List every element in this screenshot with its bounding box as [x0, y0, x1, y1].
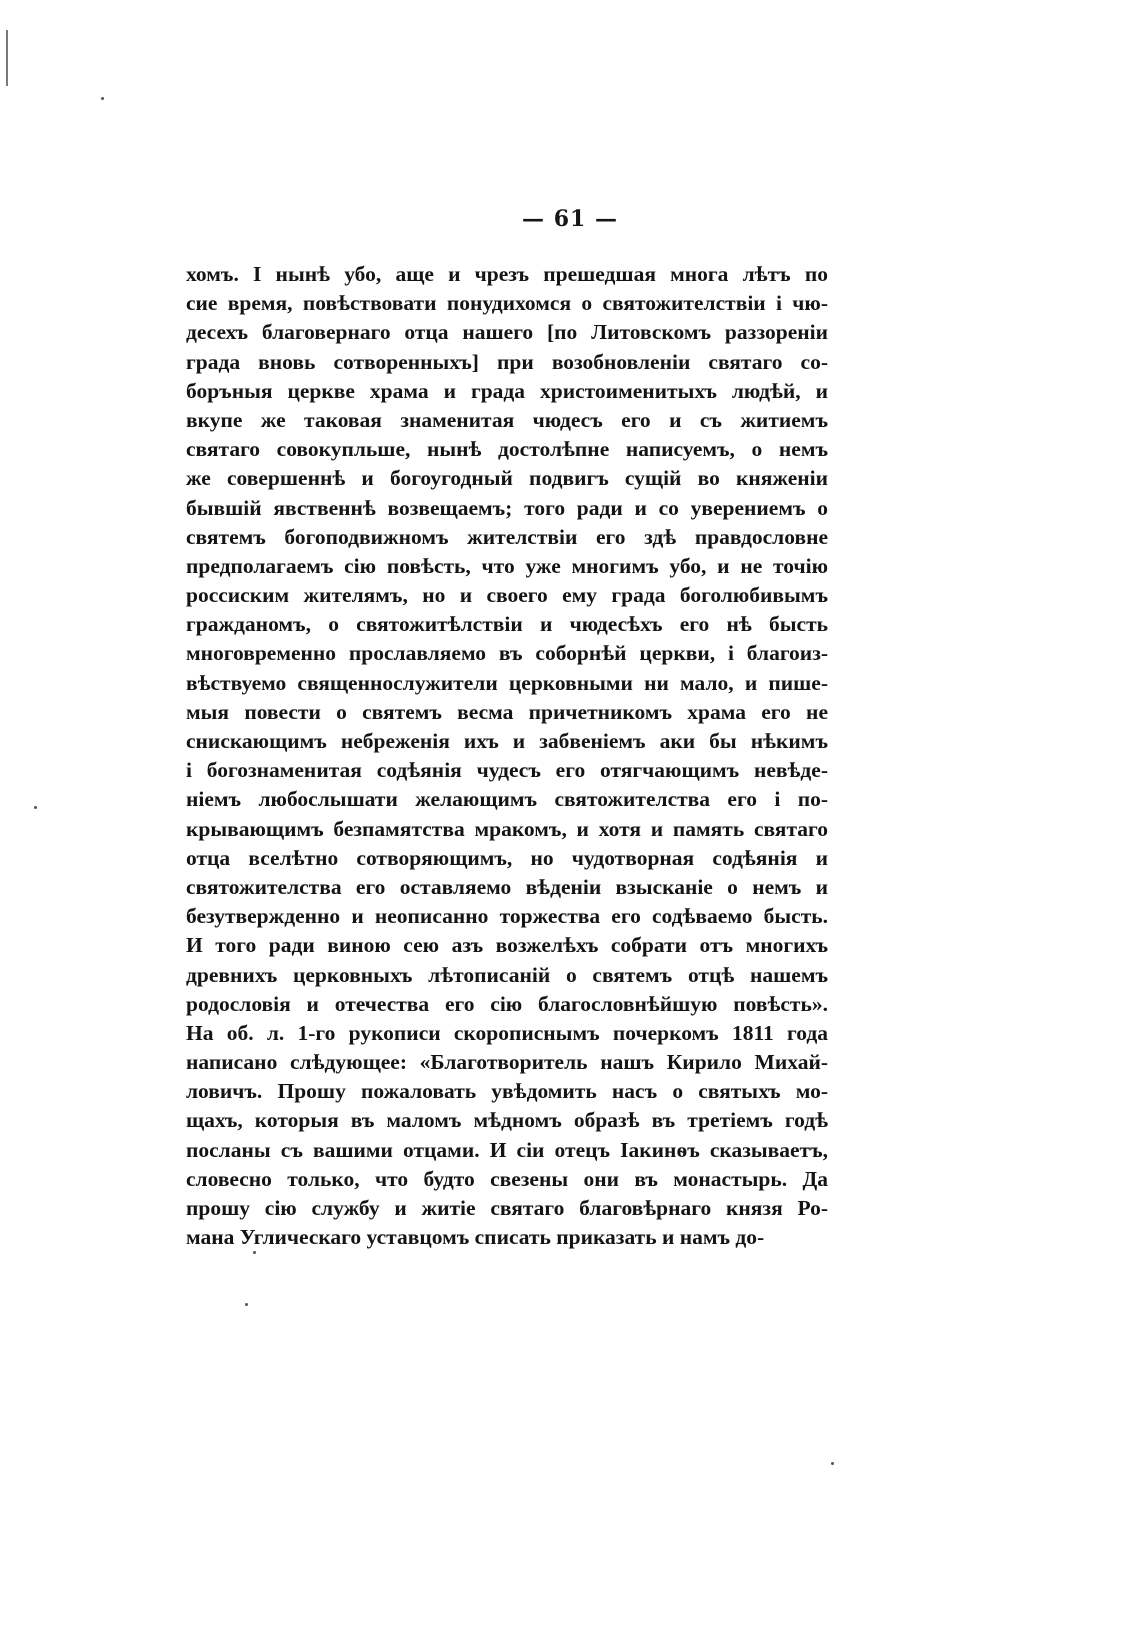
text-line: мыя повести о святемъ весма причетникомъ храма его не: [186, 699, 828, 724]
text-line: вѣствуемо священнослужители церковными ни мало, и пише-: [186, 670, 828, 695]
text-line: снискающимъ небреженiя ихъ и забвенiемъ аки бы нѣкимъ: [186, 729, 828, 753]
text-line: святемъ богоподвижномъ жителствiи его здѣ правдословне: [186, 524, 828, 549]
text-line: многовременно прославляемо въ соборнѣй церкви, i благоиз-: [186, 641, 828, 666]
text-line: щахъ, которыя въ маломъ мѣдномъ образѣ въ третiемъ годѣ: [186, 1108, 828, 1133]
text-line: десехъ благовернаго отца нашего [по Литовскомъ раззоренiи: [186, 320, 828, 345]
text-line: На об. л. 1-го рукописи скорописнымъ почеркомъ 1811 года: [186, 1020, 828, 1045]
text-line: вкупе же таковая знаменитая чюдесъ его и съ житиемъ: [186, 407, 828, 432]
text-line: боръныя церкве храма и града христоименитыхъ людѣй, и: [186, 378, 828, 403]
text-line: i богознаменитая содѣянiя чудесъ его отягчающимъ невѣде-: [186, 758, 828, 783]
scan-speck: [34, 806, 37, 809]
scan-speck: [245, 1303, 248, 1306]
text-line: безутвержденно и неописанно торжества его содѣваемо бысть.: [186, 904, 828, 929]
scan-speck: [101, 97, 104, 100]
text-line: ловичъ. Прошу пожаловать увѣдомить насъ о святыхъ мо-: [186, 1079, 828, 1104]
scan-speck: [831, 1462, 834, 1465]
text-line: нiемъ любослышати желающимъ святожителства его i по-: [186, 787, 828, 812]
text-line: же совершеннѣ и богоугодный подвигъ сущiй во княженiи: [186, 466, 828, 491]
text-line: предполагаемъ сiю повѣсть, что уже многимъ убо, и не точiю: [186, 553, 828, 578]
scan-edge-mark: [6, 30, 8, 86]
text-line: прошу сiю службу и житiе святаго благовѣрнаго князя Ро-: [186, 1196, 828, 1220]
page-number: — 61 —: [522, 206, 618, 232]
text-line: хомъ. I нынѣ убо, аще и чрезъ прешедшая многа лѣтъ по: [186, 262, 828, 286]
text-line: крывающимъ безпамятства мракомъ, и хотя и память святаго: [186, 816, 828, 841]
text-line: гражданомъ, о святожитѣлствiи и чюдесѣхъ его нѣ бысть: [186, 612, 828, 637]
text-line: посланы съ вашими отцами. И сiи отецъ Iакинѳъ сказываетъ,: [186, 1137, 828, 1162]
text-line: мана Углическаго уставцомъ списать приказать и намъ до-: [186, 1225, 765, 1250]
text-line: града вновь сотворенныхъ] при возобновленiи святаго со-: [186, 349, 828, 374]
text-line: написано слѣдующее: «Благотворитель нашъ Кирило Михай-: [186, 1050, 828, 1075]
text-line: словесно только, что будто свезены они въ монастырь. Да: [186, 1166, 828, 1191]
text-line: отца вселѣтно сотворяющимъ, но чудотворная содѣянiя и: [186, 845, 828, 870]
text-line: сие время, повѣствовати понудихомся о святожителствiи i чю-: [186, 291, 828, 316]
text-line: святаго совокупльше, нынѣ достолѣпне написуемъ, о немъ: [186, 437, 828, 462]
text-line: И того ради виною сею азъ возжелѣхъ собрати отъ многихъ: [186, 933, 828, 958]
body-text: [186, 260, 828, 1252]
text-line: древнихъ церковныхъ лѣтописанiй о святемъ отцѣ нашемъ: [186, 962, 828, 987]
text-line: россиским жителямъ, но и своего ему града боголюбивымъ: [186, 583, 828, 608]
text-line: родословiя и отечества его сiю благословнѣйшую повѣсть».: [186, 991, 828, 1016]
text-line: святожителства его оставляемо вѣденiи взысканiе о немъ и: [186, 874, 828, 899]
text-line: бывшiй явственнѣ возвещаемъ; того ради и со уверениемъ о: [186, 495, 828, 520]
